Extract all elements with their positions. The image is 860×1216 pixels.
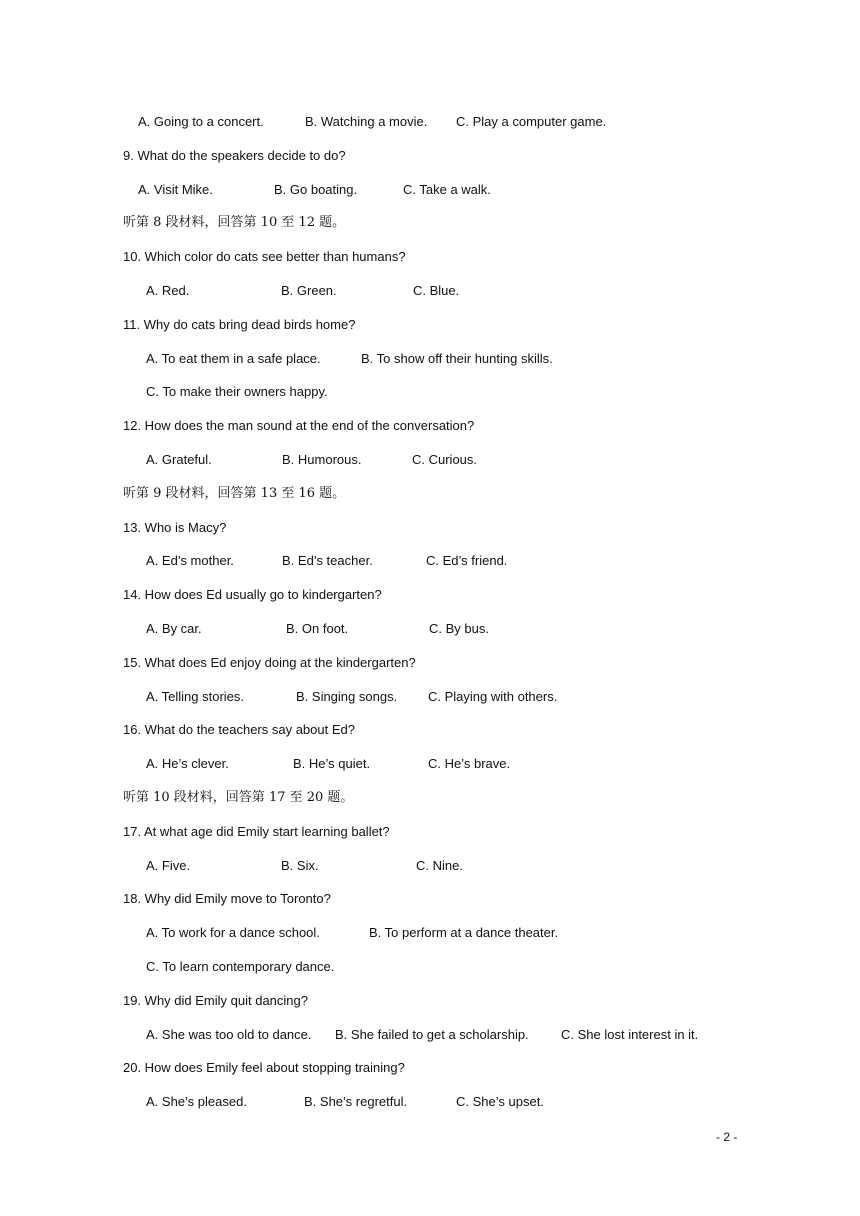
answer-option: A. Visit Mike. [138,182,213,197]
answer-option: B. He’s quiet. [293,756,371,771]
section-instruction: 听第 8 段材料，回答第 10 至 12 题。 [123,215,346,230]
answer-option: C. Nine. [416,858,463,873]
answer-option: A. Telling stories. [146,689,245,704]
question-text: 9. What do the speakers decide to do? [123,148,346,163]
answer-option: B. She’s regretful. [304,1094,408,1109]
question-text: 12. How does the man sound at the end of the conversation? [123,418,475,433]
answer-option: A. Red. [146,283,190,298]
answer-option: A. Ed’s mother. [146,553,234,568]
answer-option: C. Ed’s friend. [426,553,508,568]
answer-option: A. Five. [146,858,191,873]
answer-option: A. To eat them in a safe place. [146,351,321,366]
question-text: 20. How does Emily feel about stopping training? [123,1060,405,1075]
section-instruction: 听第 9 段材料，回答第 13 至 16 题。 [123,486,346,501]
answer-option: C. Take a walk. [403,182,491,197]
question-text: 15. What does Ed enjoy doing at the kindergarten? [123,655,416,670]
answer-option: C. Playing with others. [428,689,558,704]
answer-option: B. She failed to get a scholarship. [335,1027,529,1042]
answer-option: A. To work for a dance school. [146,925,320,940]
question-text: 18. Why did Emily move to Toronto? [123,891,331,906]
answer-option: C. She lost interest in it. [561,1027,699,1042]
question-text: 16. What do the teachers say about Ed? [123,722,355,737]
answer-option: A. He’s clever. [146,756,229,771]
question-text: 19. Why did Emily quit dancing? [123,993,308,1008]
answer-option: B. To show off their hunting skills. [361,351,553,366]
answer-option: B. Green. [281,283,337,298]
question-text: 14. How does Ed usually go to kindergarten? [123,587,382,602]
answer-option: C. To learn contemporary dance. [146,959,335,974]
answer-option: C. Play a computer game. [456,114,607,129]
question-text: 13. Who is Macy? [123,520,227,535]
answer-option: A. She was too old to dance. [146,1027,312,1042]
answer-option: B. Watching a movie. [305,114,428,129]
answer-option: B. Go boating. [274,182,358,197]
answer-option: C. By bus. [429,621,489,636]
answer-option: B. Humorous. [282,452,362,467]
section-instruction: 听第 10 段材料，回答第 17 至 20 题。 [123,790,354,805]
answer-option: C. Curious. [412,452,478,467]
question-text: 10. Which color do cats see better than humans? [123,249,406,264]
answer-option: B. Six. [281,858,319,873]
answer-option: C. She’s upset. [456,1094,544,1109]
answer-option: C. To make their owners happy. [146,384,328,399]
question-text: 17. At what age did Emily start learning ballet? [123,824,390,839]
answer-option: B. Singing songs. [296,689,398,704]
question-text: 11. Why do cats bring dead birds home? [123,317,356,332]
answer-option: C. Blue. [413,283,460,298]
answer-option: B. On foot. [286,621,349,636]
page-number: - 2 - [716,1130,738,1144]
answer-option: A. By car. [146,621,202,636]
answer-option: B. To perform at a dance theater. [369,925,559,940]
answer-option: A. Grateful. [146,452,212,467]
answer-option: A. She’s pleased. [146,1094,247,1109]
answer-option: A. Going to a concert. [138,114,264,129]
answer-option: B. Ed’s teacher. [282,553,373,568]
answer-option: C. He’s brave. [428,756,511,771]
